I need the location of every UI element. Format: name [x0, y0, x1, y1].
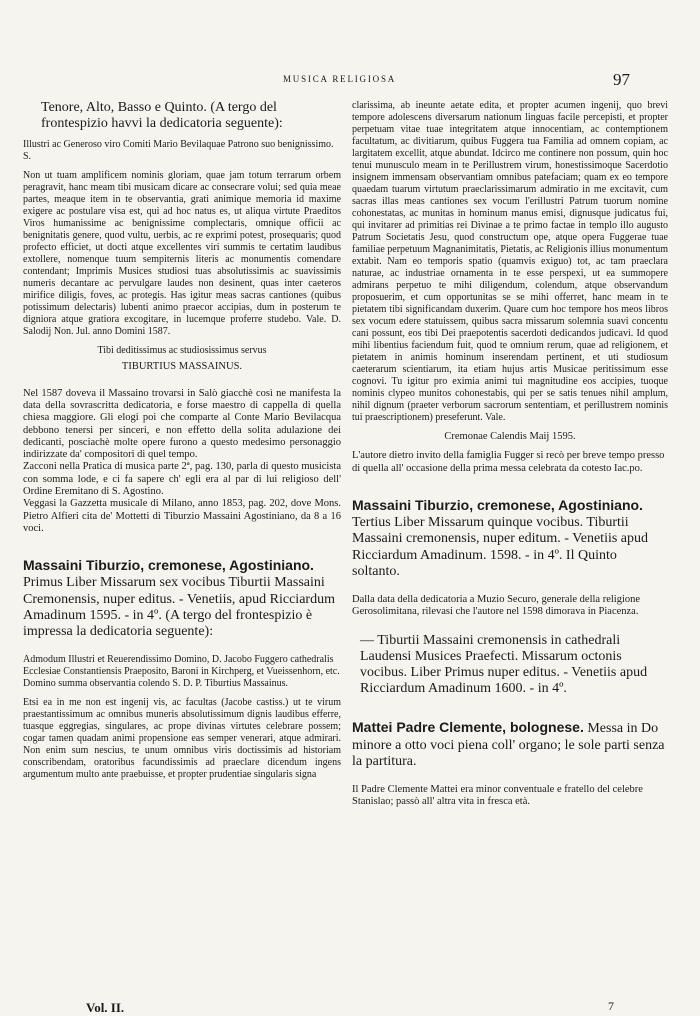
entry-heading: Massaini Tiburzio, cremonese, Agostiniano.	[352, 496, 643, 513]
dedication-text: Non ut tuam amplificem nominis gloriam, quae jam totum terrarum orbem peragravit, hanc meam tibi musicam dicare ac consecrare volui; sed quia meae partes, meaque item in te observantia, grati animique memoria id maxime exigere ac postulare visa est, qui ad hoc natus es, ut aliqua virtute Praeditos Viros humanissime ac benignissime complectaris, omnique officii ac benignitatis genere, quod vultu, uerbis, ac re exprimi potest, prosequaris; quod profecto efficiet, ut docti atque excellentes viri summis te certatim laudibus extollere, nomenque tuum sempiternis literis ac monumentis comendare contendant; Imprimis Musices studiosi tuas absolutissimis ac suavissimis numeris decantare ac pervulgare laudes non desinent, quas inter caeteros mirifice diligis, foves, ac protegis. Has igitur meas sacras cantiones (quibus potissimum delectaris) lubenti animo praecor accipias, dum in posterum te digniora atque gratiora excogitare, in lucemque proferre studebo. Vale. D. Salodij Non. Jul. anno Domini 1587.	[23, 170, 341, 338]
dedication-closing: Tibi deditissimus ac studiosissimus servus	[97, 345, 267, 357]
commentary-paragraph: Nel 1587 doveva il Massaino trovarsi in Salò giacchè così ne manifesta la data della sovrascritta dedicatoria, e forse maestro di cappella di quella chiesa maggiore. Gli elogi poi che comparte al Conte Mario Bevilacqua debbono tenersi per sinceri, e non effetto della solita adulazione dei dedicanti, posciachè molte opere furono a questo medesimo personaggio indirizzate da' compositori di quel tempo.	[23, 387, 341, 461]
right-column	[352, 100, 668, 809]
catalog-entry	[352, 497, 668, 580]
dedication-body: Etsi ea in me non est ingenij vis, ac facultas (Jacobe castiss.) ut te virum praestantissimum ac omnibus muneris absolutissimum dignis laudibus efferre, tuasque eggregias, singulares, ac prope divinas virtutes celebrare possem; cogar tamen quadam animi propensione eas semper venerari, atque admirari. Non enim sum nescius, te unum omnibus viris doctissimis ad historiam conscribendam, oratoribus facundissimis ad praeclare dicendum ingens argumentum multo ante praebuisse, et propter prudentiae singularis signa	[23, 697, 341, 781]
commentary-gazzetta: Veggasi la Gazzetta musicale di Milano, anno 1853, pag. 202, dove Mons. Pietro Alfieri cita de' Mottetti di Tiburzio Massaini Agostiniano, da 8 a 16 voci.	[23, 498, 341, 534]
page-number: 97	[613, 70, 630, 89]
entry-description: Primus Liber Missarum sex vocibus Tiburtii Massaini Cremonensis, nuper editus. - Venetiis, apud Ricciardum Amadinum 1595. - in 4º. (A tergo del frontespizio è impressa la dedicatoria seguente):	[23, 575, 335, 640]
commentary-dalla: Dalla data della dedicatoria a Muzio Securo, generale della religione Gerosolimitana, rilevasi che l'autore nel 1598 dimorava in Piacenza.	[352, 593, 641, 618]
commentary-mattei: Il Padre Clemente Mattei era minor conventuale e fratello del celebre Stanislao; passò all' altra vita in fresca età.	[352, 783, 643, 808]
dedication-date: Cremonae Calendis Maij 1595.	[444, 431, 576, 442]
left-column	[23, 100, 341, 781]
page-header	[0, 70, 700, 96]
dedication-signature: TIBURTIUS MASSAINUS.	[121, 361, 243, 373]
entry-heading: Mattei Padre Clemente, bolognese.	[352, 719, 584, 736]
catalog-entry	[23, 557, 341, 640]
volume-marker: Vol. II.	[86, 1000, 125, 1015]
entry-description: Tertius Liber Missarum quinque vocibus. Tiburtii Massaini cremonensis, nuper editum. - Venetiis apud Ricciardum Amadinum. 1598. - in 4º. Il Quinto soltanto.	[352, 515, 649, 579]
commentary-zacconi: Zacconi nella Pratica di musica parte 2ª, pag. 130, parla di questo musicista con somma lode, e ci fa sapere ch' egli era al par di lui religioso dell' Ordine Eremitano di S. Agostino.	[23, 461, 341, 498]
dedication-continuation: clarissima, ab ineunte aetate edita, et propter acumen ingenij, quo brevi tempore adolescens diversarum nationum linguas facile percepisti, et propter perpetuam vitae tuae integritatem atque innocentiam, ac contemptionem facultatum, ac divitiarum, quibus Fuggera tua Familia ad omnem copiam, ac largitatem excellit, atque abundat. Idcirco me continere non possum, quin hoc tenui munusculo meam in te Perillustrem virum, honestissimoque Sacerdotio insignem immensam observantiam omnibus patefaciam; quam ex eo tempore quaedam tuarum virtutum praeclarissimarum admiratio in me excitavit, cum sacras illas meas cantiones sex vocum l'erillustri Patrum tuorum nomine cohonestatas, ac munitas in hominum manus emisi, dignusque judicatus fui, qui invitarer ad primitias rei Divinae a te primo factae in templo illo augusto Patrum Societatis Jesu, quod constructum ope, atque opera Fuggerae tuae familiae perpetuum Magnanimitatis, Pietatis, ac Religionis illius monumentum extabit. Nam eo temporis spatio (quamvis exiguo) tot, ac tam praeclara naturae, ac industriae ornamenta in te esse perspexi, ut ea summopere admirans perpetuo te mihi diligendum, colendum, atque observandum proposuerim, et cum opportunitas se se mihi offerret, hanc meam in te pietatem tibi significandam duxerim. Quare cum hoc tempore hos meos libros sex vocum edere statuissem, quibus sacra missarum solemnia suavi concentu cani possunt, eos tibi Dei praepotentis sacerdoti dedicandos judicavi. Id quod mihi libentius faciendum fuit, quod te omnium rerum, quae ad religionem, et pietatem in animis hominum inserendam pertinent, et uti studiosum caeterarum scientiarum, ita etiam hujus artis Musicae peritissimum esse cognovi. Tu igitur pro eximia animi tui magnitudine eos accipies, tuoque nominis clypeo munitos cohonestabis, qui per se satis tenues nihil amplum, nihil dignum (praeter verborum sacrorum sententiam, et perillustrem nominis tui praescriptionem) preseferunt. Vale.	[352, 100, 668, 423]
running-title: MUSICA RELIGIOSA	[283, 74, 397, 84]
signature-mark: 7	[608, 999, 614, 1013]
entry-description: Messa in Do minore a otto voci piena coll' organo; le sole parti senza la partitura.	[352, 721, 665, 769]
catalog-entry-third: — Tiburtii Massaini cremonensis in cathedrali Laudensi Musices Praefecti. Missarum octonis vocibus. Liber Primus nuper editus. - Venetiis apud Ricciardum Amadinum 1600. - in 4º.	[360, 632, 648, 697]
dedication-address: Admodum Illustri et Reuerendissimo Domino, D. Jacobo Fuggero cathedralis Ecclesiae Constantiensis Praeposito, Baroni in Kirchperg, et Vueissenhorn, etc. Domino summa observantia colendo S. D. P. Tiburtius Massainus.	[23, 654, 340, 690]
entry-heading: Massaini Tiburzio, cremonese, Agostiniano.	[23, 557, 314, 574]
catalog-entry	[352, 719, 668, 770]
entry-continuation: Tenore, Alto, Basso e Quinto. (A tergo del frontespizio havvi la dedicatoria seguente):	[41, 100, 283, 132]
dedication-salutation: Illustri ac Generoso viro Comiti Mario Bevilaquae Patrono suo benignissimo. S.	[23, 139, 334, 163]
commentary-fugger: L'autore dietro invito della famiglia Fugger si recò per breve tempo presso di quella all' occasione della prima messa celebrata da cotesto Iac.po.	[352, 450, 665, 474]
